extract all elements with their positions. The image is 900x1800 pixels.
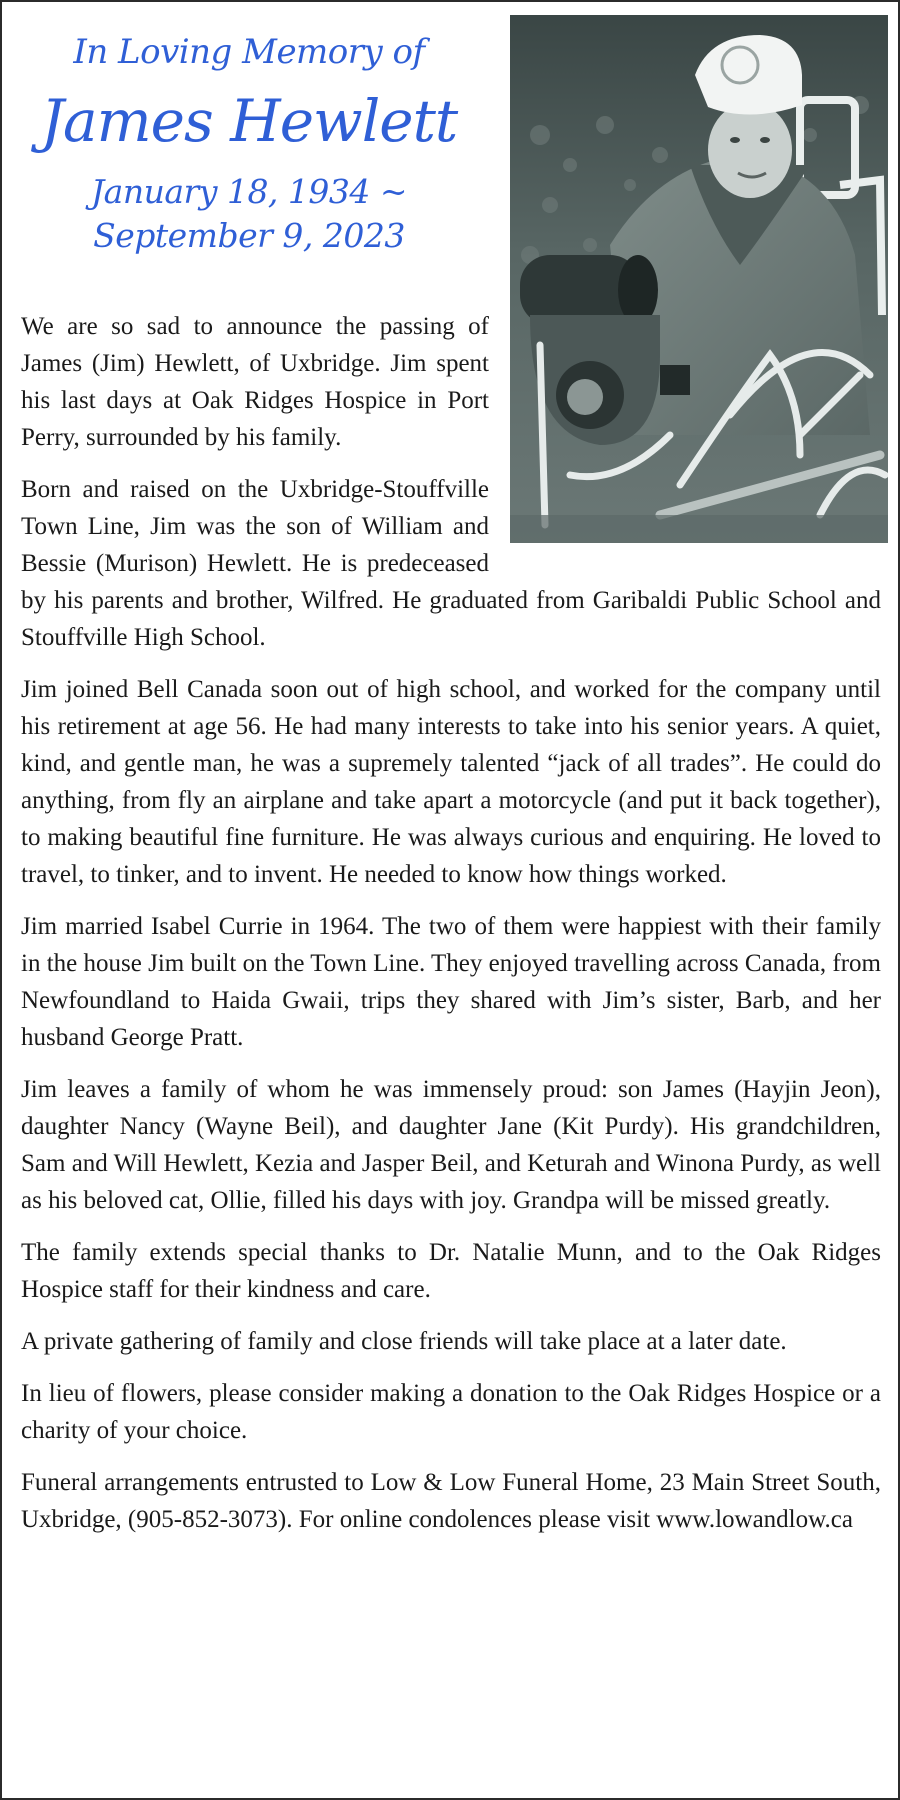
memorial-intro: In Loving Memory of [73,32,425,72]
paragraph-gathering: A private gathering of family and close friends will take place at a later date. [21,1328,787,1355]
obituary-header [14,30,484,258]
death-date: September 9, 2023 [93,216,405,255]
paragraph-family: Jim leaves a family of whom he was immensely proud: son James (Hayjin Jeon), daughter Nancy (Wayne Beil), and daughter Jane (Kit Purdy). His grandchildren, Sam and Will Hewlett, Kezia and Jasper Beil, and Keturah and Winona Purdy, as well as his beloved cat, Ollie, filled his days with joy. Grandpa will be missed greatly. [21,1076,881,1214]
paragraph-marriage: Jim married Isabel Currie in 1964. The two of them were happiest with their family in the house Jim built on the Town Line. They enjoyed travelling across Canada, from Newfoundland to Haida Gwaii, trips they shared with Jim’s sister, Barb, and her husband George Pratt. [21,913,881,1051]
paragraph-thanks: The family extends special thanks to Dr. Natalie Munn, and to the Oak Ridges Hospice staff for their kindness and care. [21,1239,881,1303]
deceased-name: James Hewlett [40,87,458,155]
paragraph-announcement: We are so sad to announce the passing of James (Jim) Hewlett, of Uxbridge. Jim spent his last days at Oak Ridges Hospice in Port Perry, surrounded by his family. [21,313,489,451]
obituary-body [21,308,881,1553]
paragraph-donations: In lieu of flowers, please consider making a donation to the Oak Ridges Hospice or a charity of your choice. [21,1380,881,1444]
paragraph-early-life: Born and raised on the Uxbridge-Stouffville Town Line, Jim was the son of William and Bessie (Murison) Hewlett. He is predeceased by his parents and brother, Wilfred. He graduated from Garibaldi Public School and Stouffville High School. [21,476,881,651]
paragraph-career: Jim joined Bell Canada soon out of high school, and worked for the company until his retirement at age 56. He had many interests to take into his senior years. A quiet, kind, and gentle man, he was a supremely talented “jack of all trades”. He could do anything, from fly an airplane and take apart a motorcycle (and put it back together), to making beautiful fine furniture. He was always curious and enquiring. He loved to travel, to tinker, and to invent. He needed to know how things worked. [21,676,881,888]
life-dates [14,170,484,258]
paragraph-arrangements: Funeral arrangements entrusted to Low & Low Funeral Home, 23 Main Street South, Uxbridge, (905-852-3073). For online condolences please visit www.lowandlow.ca [21,1469,881,1533]
birth-date: January 18, 1934 ~ [90,172,408,211]
photo-spacer [489,308,881,548]
